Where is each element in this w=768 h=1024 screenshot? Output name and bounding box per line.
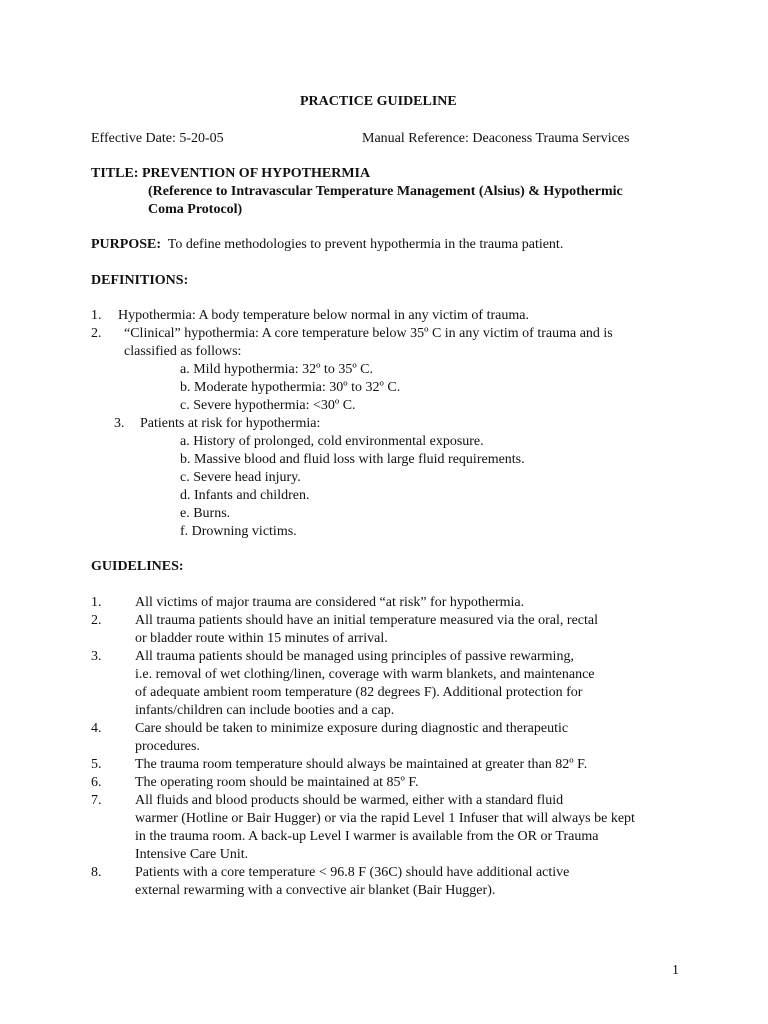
guideline-text: i.e. removal of wet clothing/linen, coverage with warm blankets, and maintenance: [135, 667, 595, 682]
guidelines-heading: GUIDELINES:: [91, 559, 184, 574]
guideline-number: 1.: [91, 595, 102, 610]
guideline-text: All fluids and blood products should be warmed, either with a standard fluid: [135, 793, 564, 808]
guideline-number: 5.: [91, 757, 102, 772]
title-reference-line: (Reference to Intravascular Temperature Management (Alsius) & Hypothermic: [148, 184, 623, 199]
purpose-section: [91, 236, 563, 254]
guideline-text: Intensive Care Unit.: [135, 847, 249, 862]
manual-reference: Manual Reference: Deaconess Trauma Services: [362, 131, 630, 146]
definition-subitem: a. Mild hypothermia: 32º to 35º C.: [180, 362, 373, 377]
definition-text: “Clinical” hypothermia: A core temperature below 35º C in any victim of trauma and is: [124, 326, 613, 341]
definition-number: 3.: [114, 416, 125, 431]
page-number: 1: [672, 963, 679, 978]
definition-text: classified as follows:: [124, 344, 242, 359]
guideline-text: All trauma patients should have an initial temperature measured via the oral, rectal: [135, 613, 598, 628]
guideline-text: external rewarming with a convective air blanket (Bair Hugger).: [135, 883, 496, 898]
definition-text: Hypothermia: A body temperature below normal in any victim of trauma.: [118, 308, 529, 323]
effective-date: Effective Date: 5-20-05: [91, 131, 224, 146]
definition-subitem: b. Massive blood and fluid loss with large fluid requirements.: [180, 452, 525, 467]
definition-subitem: d. Infants and children.: [180, 488, 310, 503]
definition-subitem: a. History of prolonged, cold environmental exposure.: [180, 434, 484, 449]
guideline-text: The trauma room temperature should always be maintained at greater than 82º F.: [135, 757, 588, 772]
guideline-text: procedures.: [135, 739, 200, 754]
definition-subitem: b. Moderate hypothermia: 30º to 32º C.: [180, 380, 401, 395]
title-reference-line: Coma Protocol): [148, 202, 243, 217]
definitions-heading: DEFINITIONS:: [91, 273, 189, 288]
guideline-number: 7.: [91, 793, 102, 808]
guideline-text: Care should be taken to minimize exposure during diagnostic and therapeutic: [135, 721, 569, 736]
definition-subitem: e. Burns.: [180, 506, 231, 521]
guideline-number: 3.: [91, 649, 102, 664]
definition-text: Patients at risk for hypothermia:: [140, 416, 321, 431]
guideline-text: The operating room should be maintained at 85º F.: [135, 775, 419, 790]
guideline-text: infants/children can include booties and a cap.: [135, 703, 395, 718]
definition-subitem: c. Severe hypothermia: <30º C.: [180, 398, 356, 413]
guideline-text: of adequate ambient room temperature (82 degrees F). Additional protection for: [135, 685, 583, 700]
guideline-number: 2.: [91, 613, 102, 628]
guideline-text: or bladder route within 15 minutes of arrival.: [135, 631, 388, 646]
guideline-number: 6.: [91, 775, 102, 790]
definition-subitem: c. Severe head injury.: [180, 470, 301, 485]
definition-number: 2.: [91, 326, 102, 341]
purpose-text: To define methodologies to prevent hypothermia in the trauma patient.: [167, 237, 564, 252]
purpose-label: PURPOSE:: [91, 237, 161, 252]
definition-number: 1.: [91, 308, 102, 323]
guideline-text: Patients with a core temperature < 96.8 F (36C) should have additional active: [135, 865, 570, 880]
guideline-text: in the trauma room. A back-up Level I warmer is available from the OR or Trauma: [135, 829, 599, 844]
definition-subitem: f. Drowning victims.: [180, 524, 297, 539]
guideline-text: warmer (Hotline or Bair Hugger) or via the rapid Level 1 Infuser that will always be kept: [135, 811, 635, 826]
guideline-number: 4.: [91, 721, 102, 736]
guideline-number: 8.: [91, 865, 102, 880]
document-heading: PRACTICE GUIDELINE: [300, 94, 457, 109]
document-title: TITLE: PREVENTION OF HYPOTHERMIA: [91, 166, 371, 181]
guideline-text: All victims of major trauma are considered “at risk” for hypothermia.: [135, 595, 525, 610]
guideline-text: All trauma patients should be managed using principles of passive rewarming,: [135, 649, 574, 664]
